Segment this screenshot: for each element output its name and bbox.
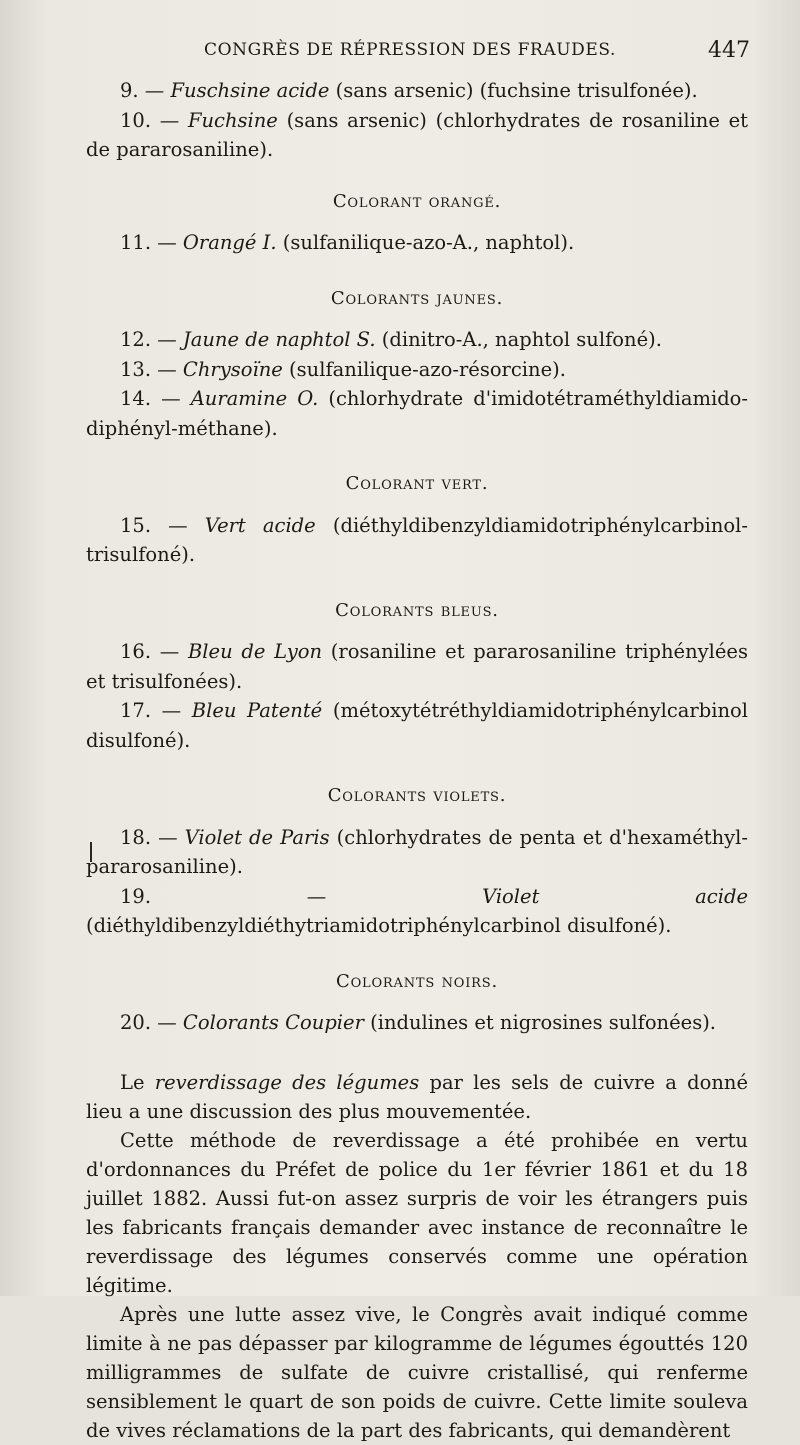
dye-name: Bleu Patenté	[191, 699, 323, 722]
dye-name: Violet de Paris	[184, 825, 330, 849]
running-title: CONGRÈS DE RÉPRESSION DES FRAUDES.	[204, 40, 617, 60]
dye-name: Vert acide	[204, 513, 316, 537]
dye-description: (métoxytétréthyldiamidotriphénylcarbinol disulfoné).	[86, 699, 748, 752]
dye-description: (diéthyldibenzyldiéthytriamidotriphénylcarbinol disulfoné).	[86, 914, 672, 937]
emphasis-text: reverdissage des légumes	[154, 1070, 420, 1094]
dye-name: Auramine O.	[190, 387, 319, 410]
dye-description: (chlorhydrate d'imidotétraméthyldiamido-diphényl-méthane).	[86, 387, 749, 440]
list-item: 15. — Vert acide (diéthyldibenzyldiamidotriphénylcarbinol-trisulfoné).	[86, 513, 748, 566]
dye-description: (sans arsenic) (chlorhydrates de rosaniline et de pararosaniline).	[86, 108, 748, 161]
dye-description: (indulines et nigrosines sulfonées).	[370, 1011, 717, 1034]
list-item: 18. — Violet de Paris (chlorhydrates de penta et d'hexaméthyl-pararosaniline).	[86, 825, 749, 878]
entry-number: 10.	[120, 108, 152, 132]
entry-number: 20.	[120, 1011, 152, 1034]
section-heading: Colorants noirs.	[336, 970, 498, 992]
dye-name: Chrysoïne	[182, 357, 283, 381]
section-heading: Colorant vert.	[345, 473, 489, 494]
dye-description: (sans arsenic) (fuchsine trisulfonée).	[335, 79, 698, 102]
dye-name: Fuchsine	[187, 108, 278, 132]
entry-number: 18.	[120, 825, 152, 849]
entry-number: 9.	[120, 79, 139, 102]
list-item: 14. — Auramine O. (chlorhydrate d'imidotétraméthyldiamido-diphényl-méthane).	[86, 387, 749, 440]
list-item: 12. — Jaune de naphtol S. (dinitro-A., naphtol sulfoné).	[120, 328, 662, 351]
dye-name: Fuschsine acide	[170, 79, 330, 102]
dye-name: Orangé I.	[182, 231, 277, 254]
dye-description: (chlorhydrates de penta et d'hexaméthyl-pararosaniline).	[86, 825, 749, 878]
entry-number: 16.	[120, 640, 152, 663]
entry-number: 15.	[120, 513, 152, 537]
dye-name: Jaune de naphtol S.	[182, 328, 376, 351]
paragraph-text: Le	[120, 1070, 145, 1094]
list-item: 19. — Violet acide (diéthyldibenzyldiéthytriamidotriphénylcarbinol disulfoné).	[86, 884, 748, 937]
entry-number: 14.	[120, 387, 152, 410]
section-heading: Colorants jaunes.	[330, 287, 504, 309]
list-item: 16. — Bleu de Lyon (rosaniline et pararosaniline triphénylées et trisulfonées).	[86, 640, 748, 693]
list-item: 11. — Orangé I. (sulfanilique-azo-A., naphtol).	[120, 231, 575, 254]
body-paragraph	[86, 1068, 748, 1126]
dye-description: (rosaniline et pararosaniline triphénylées et trisulfonées).	[86, 640, 748, 693]
entry-number: 11.	[120, 231, 152, 254]
entry-number: 17.	[120, 699, 152, 722]
entry-number: 12.	[120, 328, 152, 351]
section-heading: Colorant orangé.	[332, 190, 502, 212]
dye-description: (diéthyldibenzyldiamidotriphénylcarbinol-trisulfoné).	[86, 513, 748, 566]
dye-name: Colorants Coupier	[182, 1011, 364, 1034]
section-heading: Colorants bleus.	[335, 599, 499, 621]
section-heading: Colorants violets.	[327, 785, 507, 806]
paragraph-text: par les sels de cuivre a donné lieu a une discussion des plus mouvementée.	[86, 1070, 749, 1123]
page-number: 447	[708, 38, 750, 63]
dye-name: Violet acide	[482, 884, 748, 908]
page-header	[0, 40, 800, 74]
dye-description: (sulfanilique-azo-A., naphtol).	[282, 231, 575, 254]
dye-description: (dinitro-A., naphtol sulfoné).	[381, 328, 662, 351]
list-item: 17. — Bleu Patenté (métoxytétréthyldiamidotriphénylcarbinol disulfoné).	[86, 699, 748, 752]
list-item: 9. — Fuschsine acide (sans arsenic) (fuchsine trisulfonée).	[120, 79, 698, 102]
body-paragraph: Après une lutte assez vive, le Congrès avait indiqué comme limite à ne pas dépasser par kilogramme de légumes égouttés 120 milligrammes de sulfate de cuivre cristallisé, qui renferme sensiblement le quart de son poids de cuivre. Cette limite souleva de vives réclamations de la part des fabricants, qui demandèrent	[86, 1302, 748, 1442]
list-item: 10. — Fuchsine (sans arsenic) (chlorhydrates de rosaniline et de pararosaniline).	[86, 108, 748, 161]
entry-number: 13.	[120, 357, 152, 381]
dye-name: Bleu de Lyon	[187, 640, 323, 663]
body-paragraph: Cette méthode de reverdissage a été prohibée en vertu d'ordonnances du Préfet de police du 1er février 1861 et du 18 juillet 1882. Aussi fut-on assez surpris de voir les étrangers puis les fabricants français demander avec instance de reconnaître le reverdissage des légumes conservés comme une opération légitime.	[86, 1128, 748, 1297]
entry-number: 19.	[120, 884, 152, 908]
dye-description: (sulfanilique-azo-résorcine).	[289, 357, 566, 381]
list-item: 13. — Chrysoïne (sulfanilique-azo-résorcine).	[120, 357, 566, 381]
list-item: 20. — Colorants Coupier (indulines et nigrosines sulfonées).	[120, 1011, 717, 1034]
page-body	[86, 76, 748, 1445]
